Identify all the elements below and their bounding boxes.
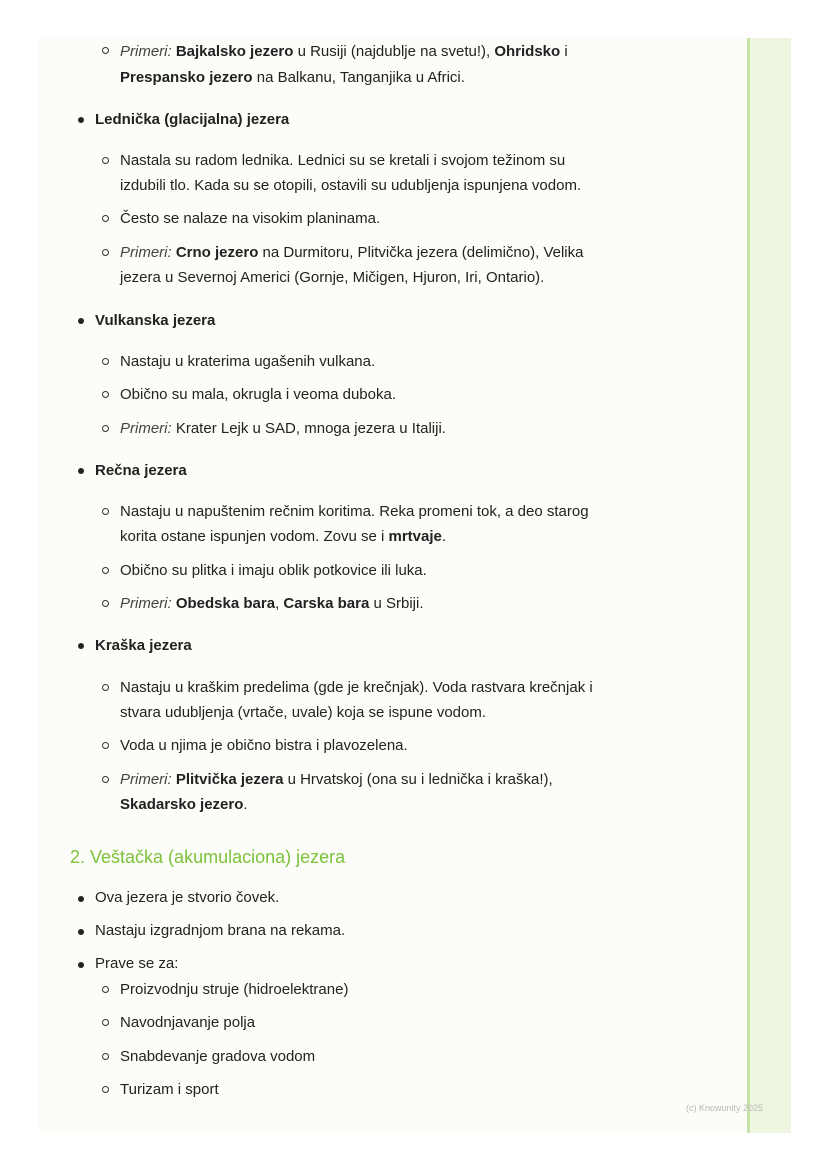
list-item: Navodnjavanje polja xyxy=(120,1014,256,1031)
section-heading: 2. Veštačka (akumulaciona) jezera xyxy=(70,847,346,867)
section-title-glacial: Lednička (glacijalna) jezera xyxy=(95,111,290,128)
sub-bullet xyxy=(102,391,109,398)
list-item-continuation: korita ostane ispunjen vodom. Zovu se i mrtvaje. xyxy=(120,528,447,545)
list-item: Primeri: Plitvička jezera u Hrvatskoj (ona su i lednička i kraška!), xyxy=(120,771,553,788)
bullet xyxy=(78,896,84,902)
bullet xyxy=(78,468,84,474)
list-item: Obično su plitka i imaju oblik potkovice ili luka. xyxy=(120,562,427,579)
list-item: Turizam i sport xyxy=(120,1081,219,1098)
bullet xyxy=(78,929,84,935)
list-item: Snabdevanje gradova vodom xyxy=(120,1048,316,1065)
list-item: Primeri: Bajkalsko jezero u Rusiji (najdublje na svetu!), Ohridsko i xyxy=(120,43,568,60)
list-item: Nastaju u kraškim predelima (gde je krečnjak). Voda rastvara krečnjak i xyxy=(120,679,593,696)
sub-bullet xyxy=(102,1019,109,1026)
sub-bullet xyxy=(102,776,109,783)
sub-bullet xyxy=(102,157,109,164)
bullet xyxy=(78,643,84,649)
list-item: Obično su mala, okrugla i veoma duboka. xyxy=(120,386,396,403)
section-title-karst: Kraška jezera xyxy=(95,637,192,654)
sub-bullet xyxy=(102,47,109,54)
sub-bullet xyxy=(102,1053,109,1060)
list-item: Nastaju izgradnjom brana na rekama. xyxy=(95,922,346,939)
sub-bullet xyxy=(102,358,109,365)
list-item: Često se nalaze na visokim planinama. xyxy=(120,210,381,227)
list-item: Nastaju u kraterima ugašenih vulkana. xyxy=(120,353,376,370)
sub-bullet xyxy=(102,986,109,993)
list-item: Primeri: Crno jezero na Durmitoru, Plitvička jezera (delimično), Velika xyxy=(120,244,584,261)
list-item: Proizvodnju struje (hidroelektrane) xyxy=(120,981,349,998)
sub-bullet xyxy=(102,1086,109,1093)
bullet xyxy=(78,318,84,324)
copyright-footer: (c) Knowunity 2025 xyxy=(686,1103,764,1113)
sub-bullet xyxy=(102,215,109,222)
list-item-continuation: stvara udubljenja (vrtače, uvale) koja se ispune vodom. xyxy=(120,704,487,721)
list-item-continuation: Prespansko jezero na Balkanu, Tanganjika u Africi. xyxy=(120,69,465,86)
list-item: Nastaju u napuštenim rečnim koritima. Reka promeni tok, a deo starog xyxy=(120,503,589,520)
list-item: Primeri: Obedska bara, Carska bara u Srbiji. xyxy=(120,595,424,612)
sub-bullet xyxy=(102,600,109,607)
bullet xyxy=(78,117,84,123)
sub-bullet xyxy=(102,684,109,691)
section-title-volcanic: Vulkanska jezera xyxy=(95,312,216,329)
sub-bullet xyxy=(102,249,109,256)
sub-bullet xyxy=(102,508,109,515)
bullet xyxy=(78,962,84,968)
list-item: Voda u njima je obično bistra i plavozelena. xyxy=(120,737,408,754)
sub-bullet xyxy=(102,567,109,574)
list-item: Nastala su radom lednika. Lednici su se kretali i svojom težinom su xyxy=(120,152,566,169)
list-item: Prave se za: xyxy=(95,955,179,972)
list-item: Ova jezera je stvorio čovek. xyxy=(95,889,280,906)
section-title-river: Rečna jezera xyxy=(95,462,187,479)
list-item-continuation: jezera u Severnoj Americi (Gornje, Mičigen, Hjuron, Iri, Ontario). xyxy=(120,269,545,286)
list-item: Primeri: Krater Lejk u SAD, mnoga jezera u Italiji. xyxy=(120,420,446,437)
sub-bullet xyxy=(102,425,109,432)
sub-bullet xyxy=(102,742,109,749)
list-item-continuation: Skadarsko jezero. xyxy=(120,796,248,813)
list-item-continuation: izdubili tlo. Kada su se otopili, ostavili su udubljenja ispunjena vodom. xyxy=(120,177,582,194)
